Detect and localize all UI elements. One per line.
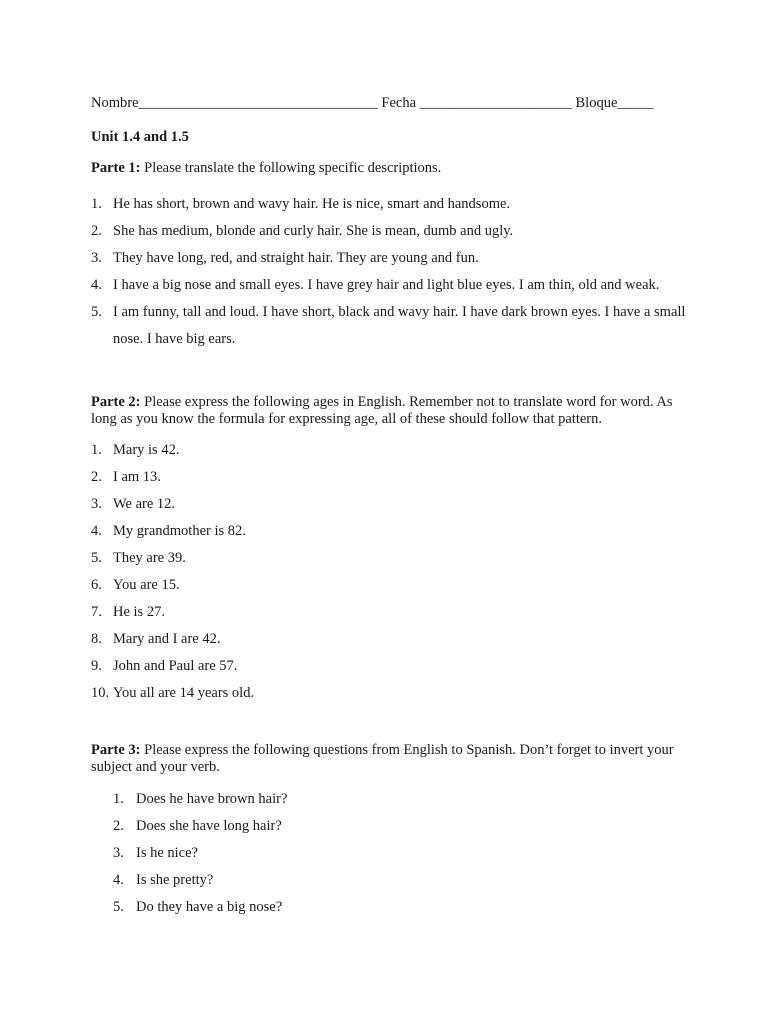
item-text: They are 39. [113,550,186,566]
item-number: 5. [113,899,124,915]
list-item [113,840,693,867]
list-item [91,218,691,245]
item-number: 4. [91,277,102,293]
parte1-instructions [91,160,691,177]
list-item [91,437,691,464]
item-text: He is 27. [113,604,165,620]
item-text: He has short, brown and wavy hair. He is nice, smart and handsome. [113,196,511,212]
item-text: Do they have a big nose? [136,899,283,915]
list-item [91,653,691,680]
item-text: Does she have long hair? [136,818,282,834]
item-text: Is she pretty? [136,872,214,888]
list-item [91,599,691,626]
parte2-text: Please express the following ages in English. Remember not to translate word for word. As long as you know the formula for expressing age, all of these should follow that pattern. [91,394,673,427]
item-text: I have a big nose and small eyes. I have grey hair and light blue eyes. I am thin, old and weak. [113,277,660,293]
item-number: 2. [113,818,124,834]
item-number: 4. [91,523,102,539]
list-item [91,545,691,572]
list-item [91,572,691,599]
list-item [91,245,691,272]
list-item [91,491,691,518]
parte3-instructions [91,742,691,776]
item-number: 8. [91,631,102,647]
bloque-blank: _____ [617,95,654,111]
list-item [113,813,693,840]
item-number: 1. [91,442,102,458]
parte2-list [91,437,691,707]
parte1-label: Parte 1: [91,160,141,176]
list-item [113,786,693,813]
item-number: 3. [91,496,102,512]
item-text: Is he nice? [136,845,198,861]
list-item [91,191,691,218]
list-item [113,894,693,921]
item-text: John and Paul are 57. [113,658,238,674]
item-number: 7. [91,604,102,620]
nombre-blank: _________________________________ [138,95,378,111]
item-number: 10. [91,685,110,701]
parte2-instructions [91,394,691,428]
item-number: 4. [113,872,124,888]
unit-title: Unit 1.4 and 1.5 [91,129,189,145]
list-item [91,272,691,299]
item-text: My grandmother is 82. [113,523,246,539]
item-text: You all are 14 years old. [113,685,255,701]
item-number: 6. [91,577,102,593]
parte2-label: Parte 2: [91,394,141,410]
item-text: We are 12. [113,496,176,512]
list-item [113,867,693,894]
item-text: I am funny, tall and loud. I have short, black and wavy hair. I have dark brown eyes. I have a small nose. I have big ears. [113,304,686,347]
item-number: 1. [113,791,124,807]
item-text: Does he have brown hair? [136,791,288,807]
item-number: 5. [91,304,102,320]
list-item [91,299,691,353]
parte3-label: Parte 3: [91,742,141,758]
item-number: 2. [91,223,102,239]
item-number: 3. [113,845,124,861]
item-text: She has medium, blonde and curly hair. She is mean, dumb and ugly. [113,223,514,239]
item-number: 5. [91,550,102,566]
item-number: 3. [91,250,102,266]
nombre-label: Nombre [91,95,139,111]
fecha-blank: _____________________ [419,95,572,111]
item-text: Mary is 42. [113,442,180,458]
list-item [91,626,691,653]
list-item [91,680,691,707]
item-number: 9. [91,658,102,674]
list-item [91,518,691,545]
parte3-list [113,786,693,921]
student-info-header [91,94,691,112]
bloque-label: Bloque [575,95,618,111]
parte3-text: Please express the following questions from English to Spanish. Don’t forget to invert your subject and your verb. [91,742,674,775]
item-number: 2. [91,469,102,485]
item-text: They have long, red, and straight hair. They are young and fun. [113,250,479,266]
item-text: You are 15. [113,577,180,593]
item-text: Mary and I are 42. [113,631,221,647]
item-number: 1. [91,196,102,212]
item-text: I am 13. [113,469,161,485]
list-item [91,464,691,491]
fecha-label: Fecha [381,95,417,111]
parte1-text: Please translate the following specific descriptions. [144,160,442,176]
parte1-list [91,191,691,353]
